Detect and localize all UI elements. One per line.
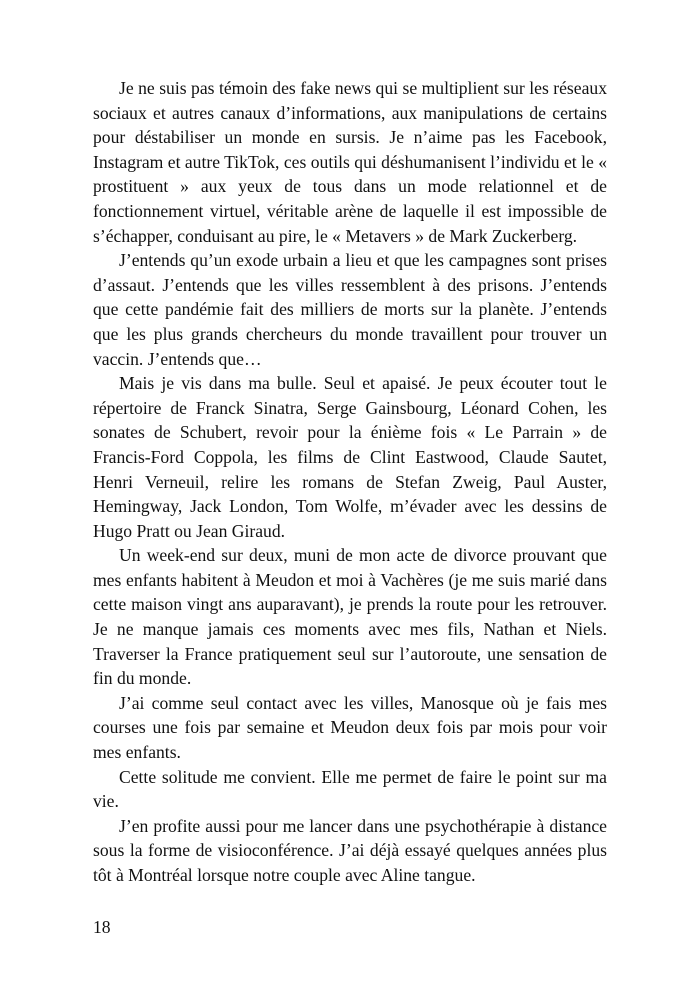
paragraph-solitude: Cette solitude me convient. Elle me permet de faire le point sur ma vie. — [93, 766, 607, 812]
body-text — [93, 76, 607, 888]
page-number: 18 — [93, 917, 111, 937]
paragraph-contact-villes: J’ai comme seul contact avec les villes, Manosque où je fais mes courses une fois par semaine et Meudon deux fois par mois pour voir mes enfants. — [93, 692, 607, 763]
paragraph-psychotherapie: J’en profite aussi pour me lancer dans une psychothérapie à distance sous la forme de visioconférence. J’ai déjà essayé quelques années plus tôt à Montréal lorsque notre couple avec Aline tangue. — [93, 815, 607, 885]
paragraph-bulle: Mais je vis dans ma bulle. Seul et apaisé. Je peux écouter tout le répertoire de Franck Sinatra, Serge Gainsbourg, Léonard Cohen, les sonates de Schubert, revoir pour la énième fois « Le Parrain » de Francis-Ford Coppola, les films de Clint Eastwood, Claude Sautet, Henri Verneuil, relire les romans de Stefan Zweig, Paul Auster, Hemingway, Jack London, Tom Wolfe, m’évader avec les dessins de Hugo Pratt ou Jean Giraud. — [93, 373, 607, 541]
paragraph-week-end: Un week-end sur deux, muni de mon acte de divorce prouvant que mes enfants habitent à Meudon et moi à Vachères (je me suis marié dans cette maison vingt ans auparavant), je prends la route pour les retrouver. Je ne manque jamais ces moments avec mes fils, Nathan et Niels. Traverser la France pratiquement seul sur l’autoroute, une sensation de fin du monde. — [93, 545, 607, 689]
paragraph-social-networks: Je ne suis pas témoin des fake news qui se multiplient sur les réseaux sociaux et autres canaux d’informations, aux manipulations de certains pour déstabiliser un monde en sursis. Je n’aime pas les Facebook, Instagram et autre TikTok, ces outils qui déshumanisent l’individu et le « prostituent » aux yeux de tous dans un mode relationnel et de fonctionnement virtuel, véritable arène de laquelle il est impossible de s’échapper, conduisant au pire, le « Metavers » de Mark Zuckerberg. — [93, 78, 607, 246]
paragraph-exode-urbain: J’entends qu’un exode urbain a lieu et que les campagnes sont prises d’assaut. J’entends que les villes ressemblent à des prisons. J’entends que cette pandémie fait des milliers de morts sur la planète. J’entends que les plus grands chercheurs du monde travaillent pour trouver un vaccin. J’entends que… — [93, 250, 607, 369]
